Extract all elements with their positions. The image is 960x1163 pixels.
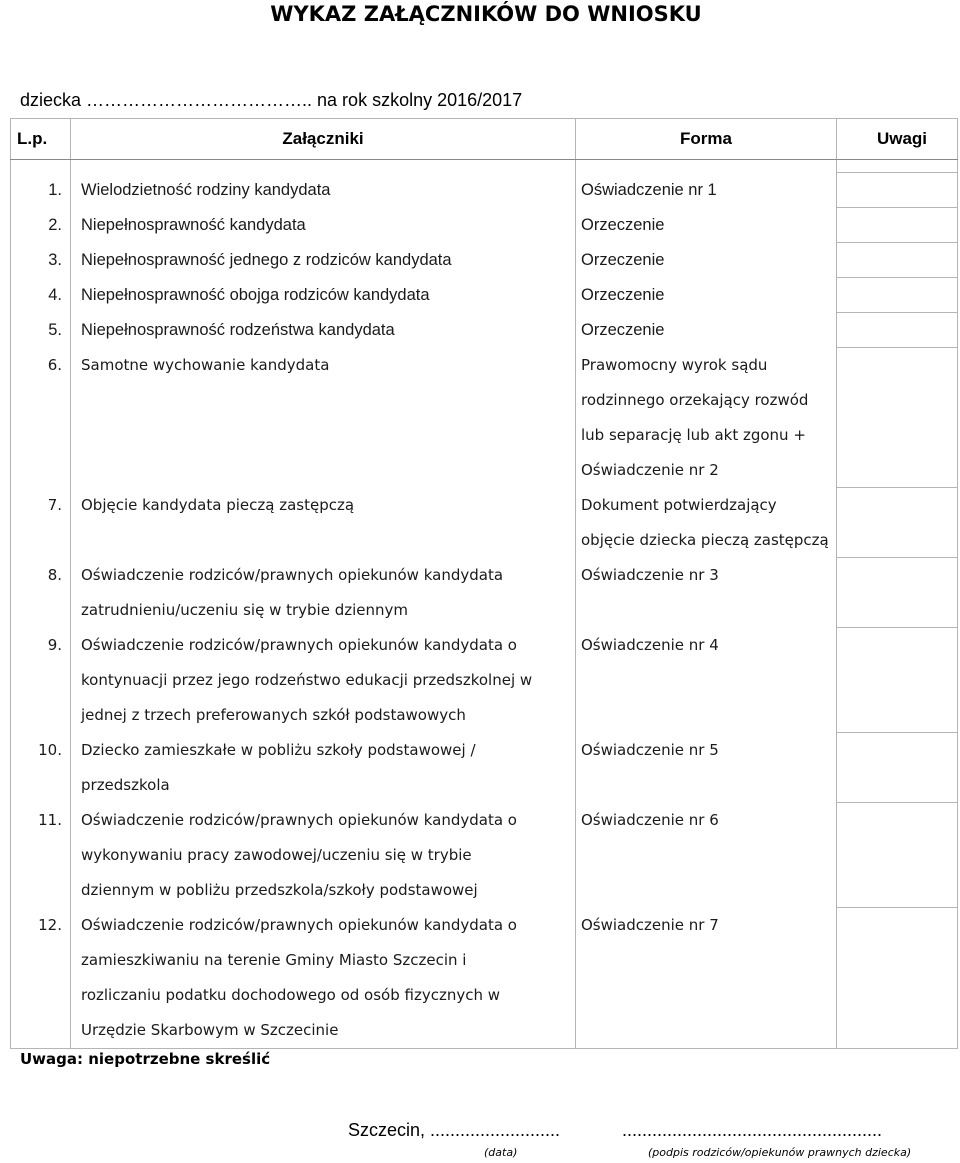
row-forma-cell	[576, 558, 837, 628]
row-forma-cell	[576, 488, 837, 558]
row-zalacznik-line: wykonywaniu pracy zawodowej/uczeniu się w trybie	[81, 845, 472, 864]
row-zalacznik-line: Oświadczenie rodziców/prawnych opiekunów kandydata o	[81, 810, 517, 829]
row-forma-line: Orzeczenie	[581, 285, 665, 304]
row-number-cell	[11, 278, 71, 313]
row-zalacznik-line: rozliczaniu podatku dochodowego od osób fizycznych w	[81, 985, 500, 1004]
row-forma-cell	[576, 803, 837, 908]
attachments-table	[10, 118, 958, 1049]
spacer-cell	[837, 160, 958, 173]
spacer-cell	[71, 160, 576, 173]
row-number-cell	[11, 488, 71, 558]
row-number-cell	[11, 803, 71, 908]
row-number-cell	[11, 733, 71, 803]
row-zalacznik-line: Oświadczenie rodziców/prawnych opiekunów kandydata o	[81, 915, 517, 934]
row-number-line: 8.	[47, 565, 62, 584]
row-forma-line: Oświadczenie nr 1	[581, 180, 717, 199]
row-zalacznik-line: Urzędzie Skarbowym w Szczecinie	[81, 1020, 339, 1039]
header-forma: Forma	[576, 119, 837, 160]
row-number-line: 12.	[38, 915, 62, 934]
row-zalacznik-line: Wielodzietność rodziny kandydata	[81, 180, 331, 199]
table-row	[11, 208, 958, 243]
row-zalacznik-line: Oświadczenie rodziców/prawnych opiekunów kandydata o	[81, 635, 517, 654]
row-zalacznik-line: dziennym w pobliżu przedszkola/szkoły podstawowej	[81, 880, 478, 899]
table-body	[11, 160, 958, 1049]
row-forma-cell	[576, 243, 837, 278]
row-zalacznik-cell	[71, 313, 576, 348]
row-zalacznik-cell	[71, 733, 576, 803]
row-forma-line: Oświadczenie nr 6	[581, 810, 719, 829]
row-uwagi-cell[interactable]	[837, 733, 958, 803]
table-row	[11, 313, 958, 348]
signature-field: ....................................................	[622, 1120, 883, 1140]
row-forma-cell	[576, 313, 837, 348]
table-row	[11, 558, 958, 628]
row-forma-cell	[576, 348, 837, 488]
row-number-cell	[11, 558, 71, 628]
row-uwagi-cell[interactable]	[837, 278, 958, 313]
row-forma-line: Oświadczenie nr 2	[581, 460, 719, 479]
row-uwagi-cell[interactable]	[837, 173, 958, 208]
row-uwagi-cell[interactable]	[837, 208, 958, 243]
row-zalacznik-cell	[71, 173, 576, 208]
row-number-line: 1.	[48, 180, 62, 199]
row-number-line: 11.	[38, 810, 62, 829]
table-row	[11, 908, 958, 1049]
row-zalacznik-cell	[71, 803, 576, 908]
row-forma-cell	[576, 208, 837, 243]
row-forma-line: objęcie dziecka pieczą zastępczą	[581, 530, 829, 549]
row-zalacznik-line: przedszkola	[81, 775, 170, 794]
header-zalaczniki: Załączniki	[71, 119, 576, 160]
date-caption: (data)	[484, 1146, 518, 1159]
table-header-row	[11, 119, 958, 160]
row-forma-line: rodzinnego orzekający rozwód	[581, 390, 809, 409]
row-zalacznik-line: Objęcie kandydata pieczą zastępczą	[81, 495, 355, 514]
place-date-field: Szczecin, ..........................	[348, 1120, 561, 1140]
row-zalacznik-cell	[71, 243, 576, 278]
row-forma-line: Dokument potwierdzający	[581, 495, 777, 514]
row-zalacznik-cell	[71, 488, 576, 558]
row-forma-cell	[576, 278, 837, 313]
row-forma-line: Oświadczenie nr 3	[581, 565, 719, 584]
row-number-line: 9.	[47, 635, 62, 654]
row-forma-cell	[576, 733, 837, 803]
note: Uwaga: niepotrzebne skreślić	[20, 1050, 271, 1068]
document-title: WYKAZ ZAŁĄCZNIKÓW DO WNIOSKU	[270, 2, 702, 26]
row-number-cell	[11, 313, 71, 348]
row-uwagi-cell[interactable]	[837, 243, 958, 278]
row-forma-cell	[576, 628, 837, 733]
row-number-cell	[11, 908, 71, 1049]
row-zalacznik-line: Dziecko zamieszkałe w pobliżu szkoły podstawowej /	[81, 740, 476, 759]
row-zalacznik-line: kontynuacji przez jego rodzeństwo edukacji przedszkolnej w	[81, 670, 533, 689]
row-zalacznik-line: Niepełnosprawność kandydata	[81, 215, 306, 234]
row-zalacznik-line: Samotne wychowanie kandydata	[81, 355, 330, 374]
row-forma-line: Orzeczenie	[581, 320, 665, 339]
row-uwagi-cell[interactable]	[837, 348, 958, 488]
table-row	[11, 173, 958, 208]
row-number-cell	[11, 628, 71, 733]
row-forma-line: Oświadczenie nr 7	[581, 915, 719, 934]
row-zalacznik-cell	[71, 208, 576, 243]
row-uwagi-cell[interactable]	[837, 488, 958, 558]
row-zalacznik-cell	[71, 908, 576, 1049]
row-forma-line: Orzeczenie	[581, 250, 665, 269]
row-number-line: 4.	[48, 285, 62, 304]
row-forma-line: Oświadczenie nr 4	[581, 635, 719, 654]
row-number-line: 10.	[38, 740, 62, 759]
row-uwagi-cell[interactable]	[837, 628, 958, 733]
table-row	[11, 733, 958, 803]
row-uwagi-cell[interactable]	[837, 908, 958, 1049]
row-number-line: 2.	[48, 215, 62, 234]
table-row	[11, 348, 958, 488]
row-uwagi-cell[interactable]	[837, 313, 958, 348]
row-uwagi-cell[interactable]	[837, 558, 958, 628]
row-uwagi-cell[interactable]	[837, 803, 958, 908]
row-number-line: 7.	[47, 495, 62, 514]
row-number-cell	[11, 243, 71, 278]
row-zalacznik-line: zatrudnieniu/uczeniu się w trybie dziennym	[81, 600, 409, 619]
row-forma-cell	[576, 908, 837, 1049]
row-number-cell	[11, 208, 71, 243]
signature-caption: (podpis rodziców/opiekunów prawnych dziecka)	[648, 1146, 912, 1159]
spacer-row	[11, 160, 958, 173]
row-zalacznik-line: Niepełnosprawność rodzeństwa kandydata	[81, 320, 395, 339]
row-zalacznik-line: Oświadczenie rodziców/prawnych opiekunów kandydata	[81, 565, 504, 584]
document-subtitle: dziecka ……………………………….. na rok szkolny 2016/2017	[20, 90, 523, 110]
header-uwagi: Uwagi	[837, 119, 958, 160]
header-lp: L.p.	[11, 119, 71, 160]
row-zalacznik-cell	[71, 558, 576, 628]
spacer-cell	[576, 160, 837, 173]
row-forma-line: Oświadczenie nr 5	[581, 740, 719, 759]
row-zalacznik-line: Niepełnosprawność obojga rodziców kandydata	[81, 285, 430, 304]
table-row	[11, 278, 958, 313]
row-forma-line: Prawomocny wyrok sądu	[581, 355, 768, 374]
row-number-cell	[11, 173, 71, 208]
row-zalacznik-line: zamieszkiwaniu na terenie Gminy Miasto Szczecin i	[81, 950, 467, 969]
row-number-line: 5.	[48, 320, 62, 339]
row-number-line: 3.	[48, 250, 62, 269]
row-zalacznik-cell	[71, 348, 576, 488]
table-row	[11, 243, 958, 278]
row-zalacznik-cell	[71, 278, 576, 313]
row-forma-line: lub separację lub akt zgonu +	[581, 425, 806, 444]
row-zalacznik-line: Niepełnosprawność jednego z rodziców kandydata	[81, 250, 452, 269]
table-row	[11, 628, 958, 733]
table-row	[11, 488, 958, 558]
table-row	[11, 803, 958, 908]
spacer-cell	[11, 160, 71, 173]
row-number-cell	[11, 348, 71, 488]
row-zalacznik-cell	[71, 628, 576, 733]
row-forma-line: Orzeczenie	[581, 215, 665, 234]
row-forma-cell	[576, 173, 837, 208]
row-number-line: 6.	[47, 355, 62, 374]
row-zalacznik-line: jednej z trzech preferowanych szkół podstawowych	[81, 705, 466, 724]
